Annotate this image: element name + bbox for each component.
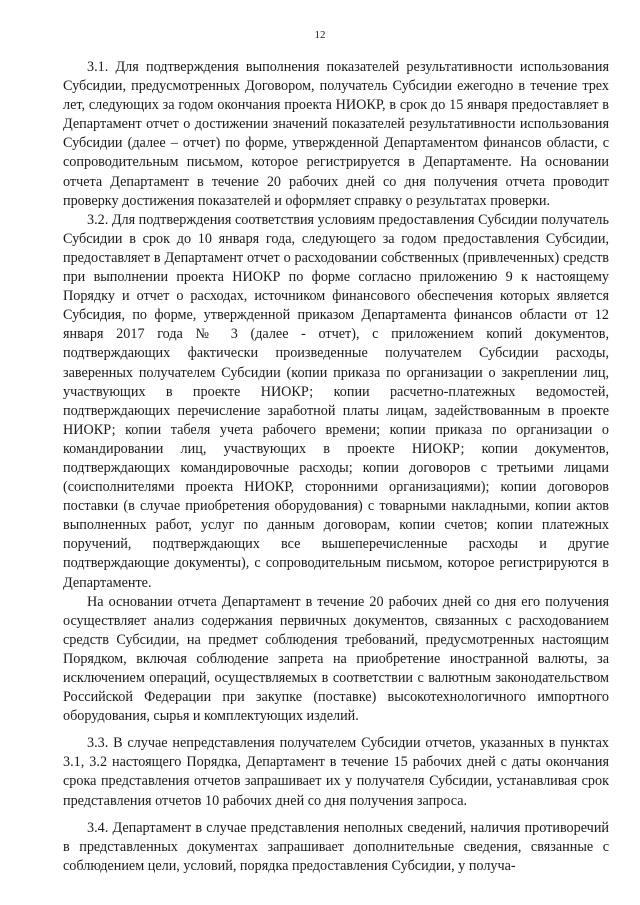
page-number: 12 xyxy=(314,29,326,41)
document-body xyxy=(63,58,609,876)
paragraph-3-4: 3.4. Департамент в случае представления неполных сведений, наличия противоречий в представленных документах запрашивает дополнительные сведения, связанные с соблюдением цели, условий, порядка предоставления Субсидии, у получа- xyxy=(63,819,609,874)
paragraph-3-2-analysis: На основании отчета Департамент в течение 20 рабочих дней со дня его получения осуществляет анализ содержания первичных документов, связанных с расходованием средств Субсидии, на предмет соблюдения требований, предусмотренных настоящим Порядком, включая соблюдение запрета на приобретение иностранной валюты, за исключением операций, осуществляемых в соответствии с валютным законодательством Российской Федерации при закупке (поставке) высокотехнологичного импортного оборудования, сырья и комплектующих изделий. xyxy=(63,593,609,725)
paragraph-3-1: 3.1. Для подтверждения выполнения показателей результативности использования Субсидии, предусмотренных Договором, получатель Субсидии ежегодно в течение трех лет, следующих за годом окончания проекта НИОКР, в срок до 15 января предоставляет в Департамент отчет о достижении значений показателей результативности использования Субсидии (далее – отчет) по форме, утвержденной Департаментом финансов области, с сопроводительным письмом, которое регистрируется в Департаменте. На основании отчета Департамент в течение 20 рабочих дней со дня получения отчета проводит проверку достижения показателей и оформляет справку о результатах проверки. xyxy=(63,59,609,209)
paragraph-3-3: 3.3. В случае непредставления получателем Субсидии отчетов, указанных в пунктах 3.1, 3.2 настоящего Порядка, Департамент в течение 15 рабочих дней с даты окончания срока представления отчетов запрашивает их у получателя Субсидии, устанавливая срок представления отчетов 10 рабочих дней со дня получения запроса. xyxy=(63,735,609,809)
paragraph-3-2: 3.2. Для подтверждения соответствия условиям предоставления Субсидии получатель Субсидии в срок до 10 января года, следующего за годом предоставления Субсидии, предоставляет в Департамент отчет о расходовании собственных (привлеченных) средств при выполнении проекта НИОКР по форме согласно приложению 9 к настоящему Порядку и отчет о расходах, источником финансового обеспечения которых является Субсидия, по форме, утвержденной приказом Департамента финансов области от 12 января 2017 года № 3 (далее - отчет), с приложением копий документов, подтверждающих фактически произведенные получателем Субсидии расходы, заверенных получателем Субсидии (копии приказа по организации о закреплении лиц, участвующих в проекте НИОКР; копии расчетно-платежных ведомостей, подтверждающих перечисление заработной платы лицам, задействованным в проекте НИОКР; копии табеля учета рабочего времени; копии приказа по организации о командировании лиц, участвующих в проекте НИОКР; копии документов, подтверждающих командировочные расходы; копии договоров с третьими лицами (соисполнителями проекта НИОКР, сторонними организациями); копии договоров поставки (в случае приобретения оборудования) с товарными накладными, копии актов выполненных работ, услуг по данным договорам, копии счетов; копии платежных поручений, подтверждающих все вышеперечисленные расходы и другие подтверждающие документы), с сопроводительным письмом, которое регистрируются в Департаменте. xyxy=(63,211,609,591)
